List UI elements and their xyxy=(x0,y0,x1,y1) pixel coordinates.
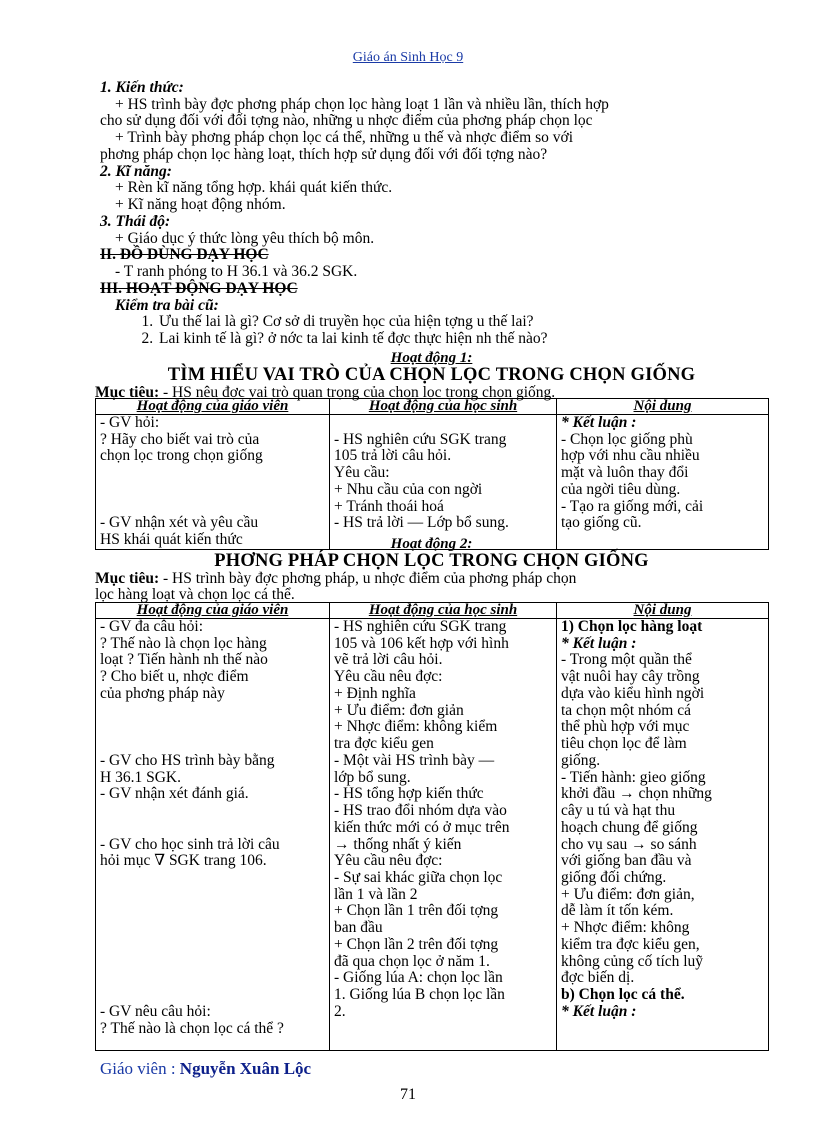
knowledge-line: + Trình bày phơng pháp chọn lọc cá thể, những u thế và nhợc điểm so với xyxy=(115,129,574,147)
t2-teacher-cell xyxy=(96,619,330,1051)
cell-line: không củng cố tích luỹ xyxy=(561,952,704,970)
activity-2-label: Hoạt động 2: xyxy=(390,536,473,552)
activity-1-label: Hoạt động 1: xyxy=(390,350,473,366)
cell-line: - HS nghiên cứu SGK trang xyxy=(334,430,507,448)
activity-1-title: TÌM HIỂU VAI TRÒ CỦA CHỌN LỌC TRONG CHỌN GIỐNG xyxy=(167,365,696,386)
cell-line xyxy=(100,920,325,937)
cell-line: Yêu cầu nêu đợc: xyxy=(334,852,443,870)
cell-line: + Nhợc điểm: không xyxy=(561,919,690,937)
goal-label: Mục tiêu: xyxy=(95,569,160,587)
cell-line: - GV nêu câu hỏi: xyxy=(100,1002,211,1020)
cell-line: b) Chọn lọc cá thể. xyxy=(561,986,685,1004)
cell-line xyxy=(100,736,325,753)
t2-content-cell xyxy=(557,619,769,1051)
materials-item: - T ranh phóng to H 36.1 và 36.2 SGK. xyxy=(115,263,358,281)
cell-line: - Trong một quần thể xyxy=(561,651,692,669)
cell-line: * Kết luận : xyxy=(561,414,637,431)
cell-line: 1) Chọn lọc hàng loạt xyxy=(561,618,703,635)
cell-line: - GV nhận xét đánh giá. xyxy=(100,785,249,803)
goal-label: Mục tiêu: xyxy=(95,383,160,401)
cell-line: - Giống lúa A: chọn lọc lần xyxy=(334,969,503,987)
cell-line xyxy=(100,703,325,720)
cell-line: + Nhu cầu của con ngời xyxy=(334,480,483,498)
objectives-section xyxy=(100,80,750,348)
cell-line: giống. xyxy=(561,751,601,769)
cell-line: loạt ? Tiến hành nh thế nào xyxy=(100,651,268,669)
teacher-label: Giáo viên : xyxy=(100,1059,180,1078)
goal-text: - HS trình bày đợc phơng pháp, u nhợc điểm của phơng pháp chọn xyxy=(159,569,577,587)
cell-line xyxy=(100,465,325,482)
cell-line: 2. xyxy=(334,1002,346,1020)
cell-line: lớp bổ sung. xyxy=(334,768,411,786)
cell-line: - HS tổng hợp kiến thức xyxy=(334,785,484,803)
cell-line: * Kết luận : xyxy=(561,634,637,652)
t1-student-cell xyxy=(330,415,557,550)
cell-line: ban đầu xyxy=(334,919,383,937)
cell-line: đợc biến dị. xyxy=(561,969,635,987)
cell-line: + Nhợc điểm: không kiểm xyxy=(334,718,498,736)
attitude-heading: 3. Thái độ: xyxy=(100,212,171,230)
activity-1-table xyxy=(95,398,769,550)
review-questions xyxy=(100,314,750,347)
cell-line: → thống nhất ý kiến xyxy=(334,835,462,853)
cell-line: dễ làm ít tốn kém. xyxy=(561,902,674,920)
cell-line: lần 1 và lần 2 xyxy=(334,885,418,903)
cell-line: giống đối chứng. xyxy=(561,869,667,887)
col-student: Hoạt động của học sinh xyxy=(330,399,557,415)
col-teacher: Hoạt động của giáo viên xyxy=(96,399,330,415)
cell-line: tra đợc kiểu gen xyxy=(334,735,434,753)
cell-line: 105 trả lời câu hỏi. xyxy=(334,447,452,465)
cell-line: ? Hãy cho biết vai trò của xyxy=(100,430,260,448)
cell-line: + Chọn lần 1 trên đối tợng xyxy=(334,902,499,920)
cell-line: Yêu cầu: xyxy=(334,464,390,482)
knowledge-line: phơng pháp chọn lọc hàng loạt, thích hợp sử dụng đối với đối tợng nào? xyxy=(100,145,548,163)
cell-line: hoạch chung để giống xyxy=(561,818,698,836)
cell-line: tạo giống cũ. xyxy=(561,514,642,532)
knowledge-line: + HS trình bày đợc phơng pháp chọn lọc hàng loạt 1 lần và nhiều lần, thích hợp xyxy=(115,95,609,113)
cell-line: hợp với nhu cầu nhiều xyxy=(561,447,700,465)
cell-line: ? Cho biết u, nhợc điểm xyxy=(100,668,249,686)
teacher-signature xyxy=(100,1060,311,1078)
knowledge-line: cho sử dụng đối với đối tợng nào, những u nhợc điểm của phơng pháp chọn lọc xyxy=(100,112,593,130)
cell-line: - Chọn lọc giống phù xyxy=(561,430,693,448)
goal-text: - HS nêu đợc vai trò quan trọng của chọn lọc trong chọn giống. xyxy=(159,383,556,401)
cell-line: với giống ban đầu và xyxy=(561,852,692,870)
activity-2-title: PHƠNG PHÁP CHỌN LỌC TRONG CHỌN GIỐNG xyxy=(214,551,649,572)
cell-line: ta chọn một nhóm cá xyxy=(561,701,691,719)
cell-line: kiến thức mới có ở mục trên xyxy=(334,818,510,836)
cell-line xyxy=(100,937,325,954)
cell-line: - HS nghiên cứu SGK trang xyxy=(334,618,507,635)
cell-line: + Định nghĩa xyxy=(334,684,416,702)
cell-line: của ngời tiêu dùng. xyxy=(561,480,681,498)
cell-line: ? Thế nào là chọn lọc hàng xyxy=(100,634,267,652)
skills-line: + Rèn kĩ năng tổng hợp. khái quát kiến thức. xyxy=(115,179,393,197)
activity-2-heading xyxy=(95,536,768,604)
knowledge-heading: 1. Kiến thức: xyxy=(100,79,184,96)
cell-line: + Ưu điểm: đơn giản, xyxy=(561,885,695,903)
cell-line xyxy=(100,482,325,499)
page-header: Giáo án Sinh Học 9 xyxy=(352,50,464,65)
activity-1-heading xyxy=(95,350,768,401)
cell-line: vật nuôi hay cây trồng xyxy=(561,668,700,686)
cell-line xyxy=(100,987,325,1004)
cell-line: H 36.1 SGK. xyxy=(100,768,181,786)
cell-line: tiêu chọn lọc để làm xyxy=(561,735,687,753)
cell-line: ? Thế nào là chọn lọc cá thể ? xyxy=(100,1019,284,1037)
cell-line: thể phù hợp với mục xyxy=(561,718,690,736)
col-student: Hoạt động của học sinh xyxy=(330,603,557,619)
cell-line xyxy=(100,719,325,736)
cell-line: hỏi mục ∇ SGK trang 106. xyxy=(100,852,267,870)
cell-line: + Tránh thoái hoá xyxy=(334,497,444,515)
cell-line: - GV đa câu hỏi: xyxy=(100,618,204,635)
cell-line: chọn lọc trong chọn giống xyxy=(100,447,263,465)
cell-line: - GV hỏi: xyxy=(100,414,160,431)
cell-line: đã qua chọn lọc ở năm 1. xyxy=(334,952,490,970)
cell-line: vẽ trả lời câu hỏi. xyxy=(334,651,443,669)
attitude-line: + Giáo dục ý thức lòng yêu thích bộ môn. xyxy=(115,229,375,247)
cell-line: - GV nhận xét và yêu cầu xyxy=(100,514,259,532)
cell-line: - Một vài HS trình bày — xyxy=(334,751,495,769)
cell-line: - GV cho học sinh trả lời câu xyxy=(100,835,280,853)
cell-line: cho vụ sau → so sánh xyxy=(561,835,697,853)
cell-line: + Ưu điểm: đơn giản xyxy=(334,701,464,719)
cell-line: kiểm tra đợc kiểu gen, xyxy=(561,935,700,953)
cell-line: * Kết luận : xyxy=(561,1002,637,1020)
cell-line xyxy=(100,803,325,820)
skills-heading: 2. Kĩ năng: xyxy=(100,162,172,180)
cell-line: + Chọn lần 2 trên đối tợng xyxy=(334,935,499,953)
cell-line: 105 và 106 kết hợp với hình xyxy=(334,634,509,652)
skills-line: + Kĩ năng hoạt động nhóm. xyxy=(115,196,286,214)
cell-line xyxy=(334,415,552,432)
cell-line: - Sự sai khác giữa chọn lọc xyxy=(334,869,503,887)
cell-line: - HS trả lời — Lớp bổ sung. xyxy=(334,514,509,532)
cell-line xyxy=(100,887,325,904)
cell-line xyxy=(100,903,325,920)
cell-line xyxy=(100,499,325,516)
cell-line: của phơng pháp này xyxy=(100,684,225,702)
cell-line: - Tạo ra giống mới, cải xyxy=(561,497,704,515)
activities-heading: III. HOẠT ĐỘNG DẠY HỌC xyxy=(100,279,298,297)
question-item: 1. Ưu thế lai là gì? Cơ sở di truyền học của hiện tợng u thế lai? xyxy=(157,314,750,331)
activity-2-table xyxy=(95,602,769,1051)
t2-student-cell xyxy=(330,619,557,1051)
cell-line: Yêu cầu nêu đợc: xyxy=(334,668,443,686)
page-number: 71 xyxy=(400,1086,416,1103)
cell-line: mặt và luôn thay đổi xyxy=(561,464,689,482)
goal-text-cont: lọc hàng loạt và chọn lọc cá thể. xyxy=(95,586,295,604)
cell-line: HS khái quát kiến thức xyxy=(100,531,243,549)
cell-line xyxy=(100,970,325,987)
col-content: Nội dung xyxy=(557,603,769,619)
review-heading: Kiểm tra bài cũ: xyxy=(115,296,219,314)
cell-line: - HS trao đổi nhóm dựa vào xyxy=(334,802,507,820)
col-teacher: Hoạt động của giáo viên xyxy=(96,603,330,619)
question-item: 2. Lai kinh tế là gì? ở nớc ta lai kinh tế đợc thực hiện nh thế nào? xyxy=(157,331,750,348)
t1-content-cell xyxy=(557,415,769,550)
cell-line: cây u tú và hạt thu xyxy=(561,802,676,820)
cell-line: dựa vào kiểu hình ngời xyxy=(561,684,705,702)
cell-line xyxy=(100,870,325,887)
cell-line: 1. Giống lúa B chọn lọc lần xyxy=(334,986,505,1004)
t1-teacher-cell xyxy=(96,415,330,550)
teacher-name: Nguyễn Xuân Lộc xyxy=(179,1059,312,1078)
cell-line: - GV cho HS trình bày bằng xyxy=(100,751,275,769)
cell-line: - Tiến hành: gieo giống xyxy=(561,768,706,786)
cell-line xyxy=(100,820,325,837)
materials-heading: II. ĐỒ DÙNG DẠY HỌC xyxy=(100,246,269,264)
cell-line: khởi đầu → chọn những xyxy=(561,785,712,803)
col-content: Nội dung xyxy=(557,399,769,415)
cell-line xyxy=(100,954,325,971)
